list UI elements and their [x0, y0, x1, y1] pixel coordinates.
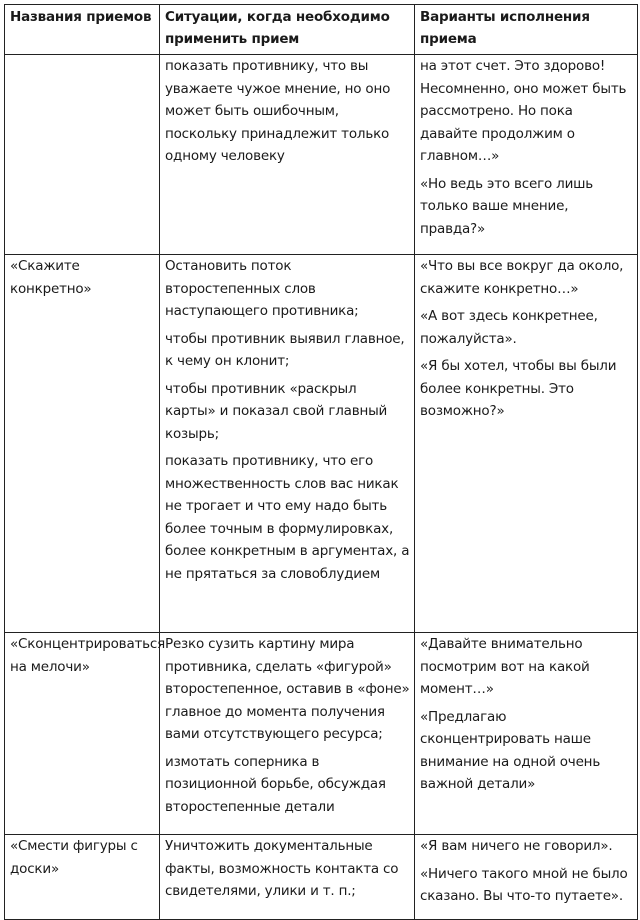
variants-cell — [415, 55, 638, 255]
situation-item: показать противнику, что вы уважаете чужое мнение, но оно может быть ошибочным, поскольку принадлежит только одному человеку — [165, 58, 391, 164]
variant-item: «Но ведь это всего лишь только ваше мнение, правда?» — [420, 175, 594, 237]
situation-item: Остановить поток второстепенных слов наступающего противника; — [165, 258, 359, 319]
situation-item: Резко сузить картину мира противника, сделать «фигурой» второстепенное, оставив в «фоне» главное до момента получения вами отсутствующего ресурса; — [165, 636, 410, 742]
variant-item: «Я бы хотел, чтобы вы были более конкретны. Это возможно?» — [420, 358, 617, 419]
situation-item: показать противнику, что его множественность слов вас никак не трогает и что ему надо быть более точным в формулировках, более конкретным в аргументах, а не прятаться за словоблудием — [165, 453, 410, 582]
table-row — [5, 633, 638, 835]
variant-item: «Я вам ничего не говорил». — [420, 838, 613, 854]
situation-item: Уничтожить документальные факты, возможность контакта со свидетелями, улики и т. п.; — [165, 838, 399, 899]
variant-item: на этот счет. Это здорово! Несомненно, оно может быть рассмотрено. Но пока давайте продолжим о главном…» — [420, 58, 627, 164]
variants-cell — [415, 633, 638, 835]
header-situations: Ситуации, когда необходимо применить прием — [160, 5, 415, 55]
situations-cell — [160, 255, 415, 633]
variant-item: «Предлагаю сконцентрировать наше внимание на одной очень важной детали» — [420, 708, 601, 792]
technique-name-cell: «Сконцентрироваться на мелочи» — [5, 633, 160, 835]
technique-name-cell: «Смести фигуры с доски» — [5, 835, 160, 920]
header-technique-names: Названия приемов — [5, 5, 160, 55]
variant-item: «Ничего такого мной не было сказано. Вы что-то путаете». — [420, 865, 628, 904]
techniques-table — [4, 4, 638, 920]
situation-item: чтобы противник выявил главное, к чему он клонит; — [165, 330, 405, 369]
situations-cell — [160, 835, 415, 920]
situation-item: измотать соперника в позиционной борьбе, обсуждая второстепенные детали — [165, 753, 386, 815]
technique-name-cell: «Скажите конкретно» — [5, 255, 160, 633]
variant-item: «Давайте внимательно посмотрим вот на какой момент…» — [420, 636, 590, 697]
table-row — [5, 55, 638, 255]
situation-item: чтобы противник «раскрыл карты» и показал свой главный козырь; — [165, 380, 388, 442]
table-row — [5, 835, 638, 920]
variants-cell — [415, 255, 638, 633]
situations-cell — [160, 633, 415, 835]
technique-name-cell — [5, 55, 160, 255]
table-row — [5, 255, 638, 633]
table-header-row — [5, 5, 638, 55]
situations-cell — [160, 55, 415, 255]
variant-item: «А вот здесь конкретнее, пожалуйста». — [420, 308, 598, 347]
variant-item: «Что вы все вокруг да около, скажите конкретно…» — [420, 258, 624, 297]
header-variants: Варианты исполнения приема — [415, 5, 638, 55]
variants-cell — [415, 835, 638, 920]
